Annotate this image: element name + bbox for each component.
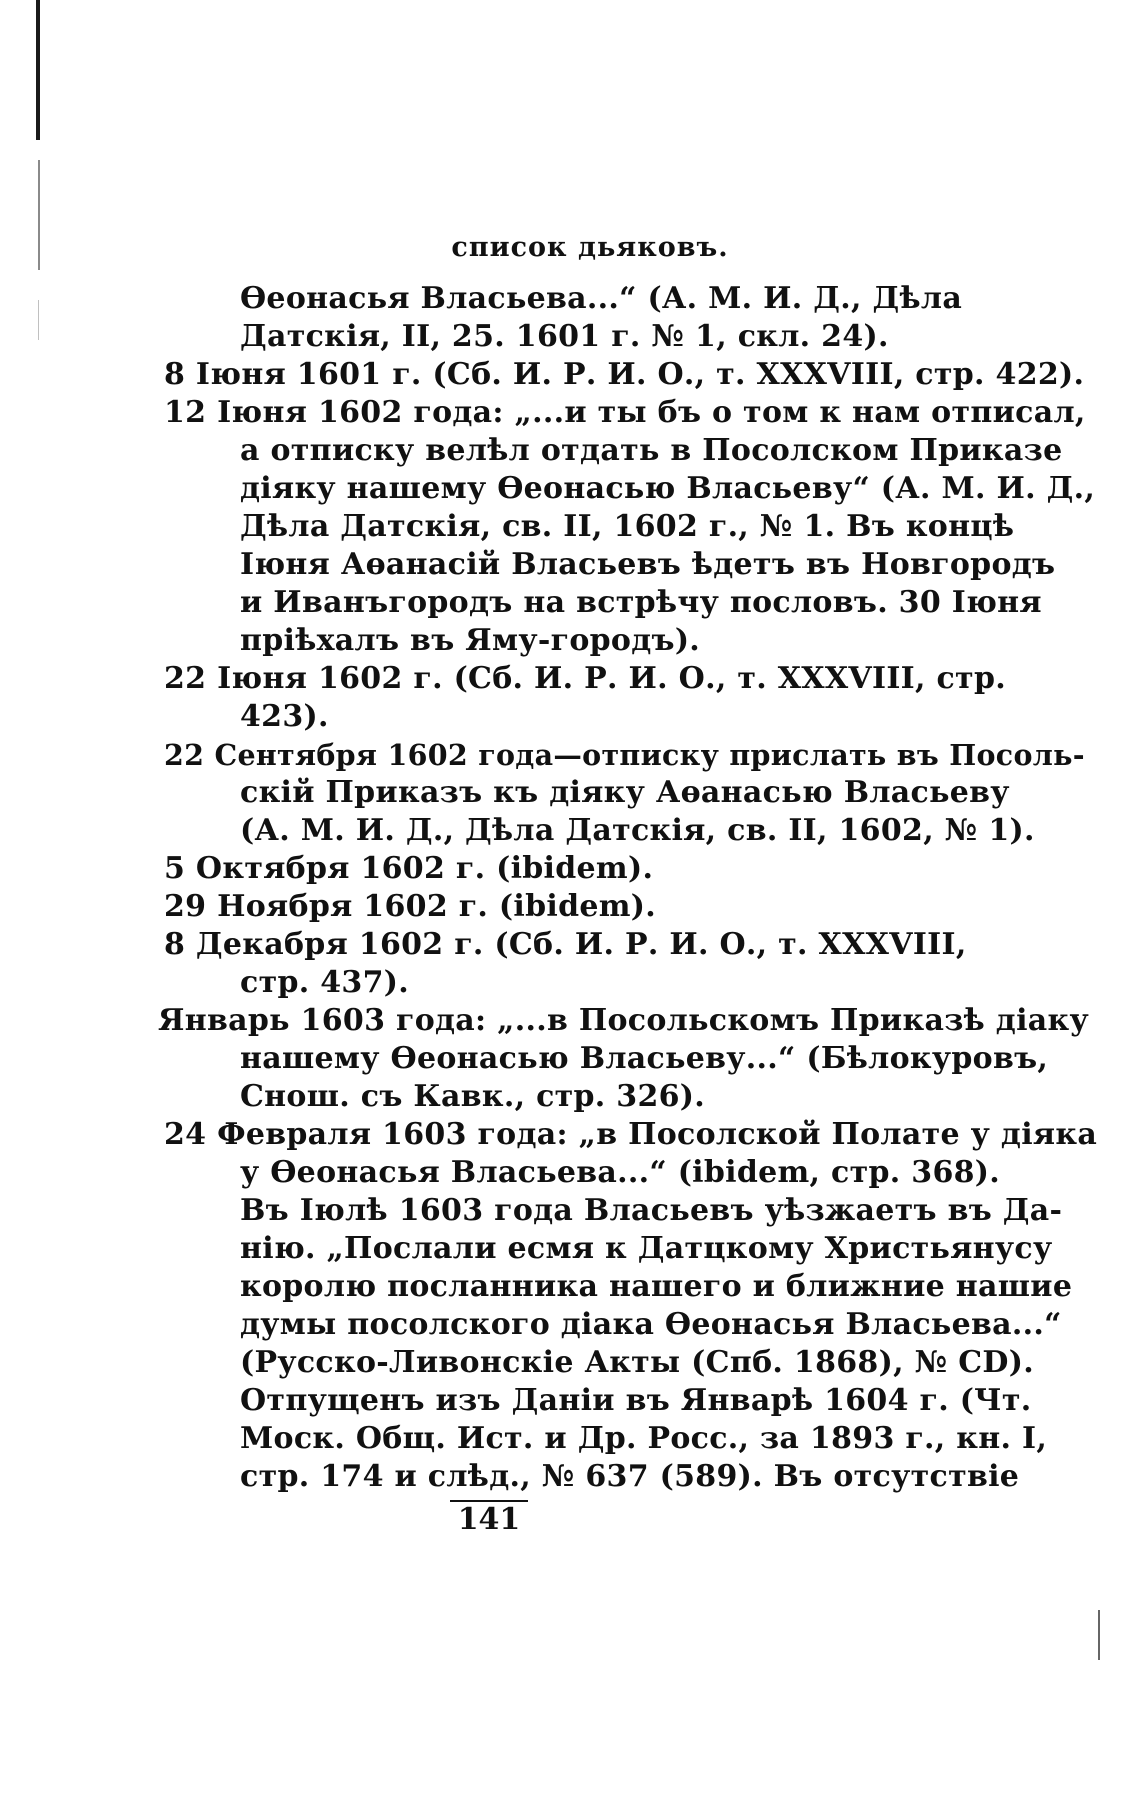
text-line: нашему Өеонасью Власьеву...“ (Бѣлокуровъ, [240, 1041, 1049, 1076]
text-line: у Өеонасья Власьева...“ (ibidem, стр. 368). [240, 1155, 1001, 1190]
paragraph-line: Въ Іюлѣ 1603 года Власьевъ уѣзжаетъ въ Да- [240, 1193, 1063, 1228]
text-line: Өеонасья Власьева...“ (А. М. И. Д., Дѣла [240, 281, 963, 316]
scan-edge-mark [1098, 1610, 1100, 1660]
text-line: (А. М. И. Д., Дѣла Датскія, св. II, 1602, № 1). [240, 813, 1035, 848]
entry-line: Январь 1603 года: „...в Посольскомъ Приказѣ діаку [158, 1003, 1089, 1038]
text-line: діяку нашему Өеонасью Власьеву“ (А. М. И. Д., [240, 471, 1096, 506]
text-line: скій Приказъ къ діяку Аөанасью Власьеву [240, 775, 1010, 810]
text-line: Снош. съ Кавк., стр. 326). [240, 1079, 706, 1114]
text-line: 423). [240, 699, 329, 734]
entry-line: 12 Іюня 1602 года: „...и ты бъ о том к нам отписал, [164, 395, 1086, 430]
text-line: пріѣхалъ въ Яму-городъ). [240, 623, 701, 658]
entry-line: 8 Іюня 1601 г. (Сб. И. Р. И. О., т. XXXVIII, стр. 422). [164, 357, 1085, 392]
text-line: стр. 437). [240, 965, 409, 1000]
page-number: 141 [457, 1502, 521, 1537]
text-line: Отпущенъ изъ Даніи въ Январѣ 1604 г. (Чт. [240, 1383, 1032, 1418]
binding-edge-mark [38, 300, 39, 340]
entry-line: 22 Іюня 1602 г. (Сб. И. Р. И. О., т. XXXVIII, стр. [164, 661, 1006, 696]
text-line: Датскія, II, 25. 1601 г. № 1, скл. 24). [240, 319, 889, 354]
text-line: королю посланника нашего и ближние нашие [240, 1269, 1073, 1304]
binding-edge-mark [36, 0, 40, 140]
text-line: а отписку велѣл отдать в Посолском Приказе [240, 433, 1063, 468]
text-line: и Иванъгородъ на встрѣчу пословъ. 30 Іюня [240, 585, 1042, 620]
entry-line: 24 Февраля 1603 года: „в Посолской Полате у діяка [164, 1117, 1098, 1152]
text-line: думы посолского діака Өеонасья Власьева...“ [240, 1307, 1062, 1342]
running-header: список дьяковъ. [451, 232, 729, 263]
entry-line: 29 Ноября 1602 г. (ibidem). [164, 889, 657, 924]
entry-line: 8 Декабря 1602 г. (Сб. И. Р. И. О., т. XXXVIII, [164, 927, 967, 962]
text-line: (Русско-Ливонскіе Акты (Спб. 1868), № CD). [240, 1345, 1034, 1380]
text-line: Іюня Аөанасій Власьевъ ѣдетъ въ Новгородъ [240, 547, 1056, 582]
text-line: Моск. Общ. Ист. и Др. Росс., за 1893 г., кн. I, [240, 1421, 1048, 1456]
text-line: Дѣла Датскія, св. II, 1602 г., № 1. Въ концѣ [240, 509, 1015, 544]
text-line: стр. 174 и слѣд., № 637 (589). Въ отсутствіе [240, 1459, 1020, 1494]
entry-line: 22 Сентября 1602 года—отписку прислать въ Посоль- [164, 738, 1085, 772]
text-line: нію. „Послали есмя к Датцкому Христьянусу [240, 1231, 1053, 1266]
entry-line: 5 Октября 1602 г. (ibidem). [164, 851, 654, 886]
